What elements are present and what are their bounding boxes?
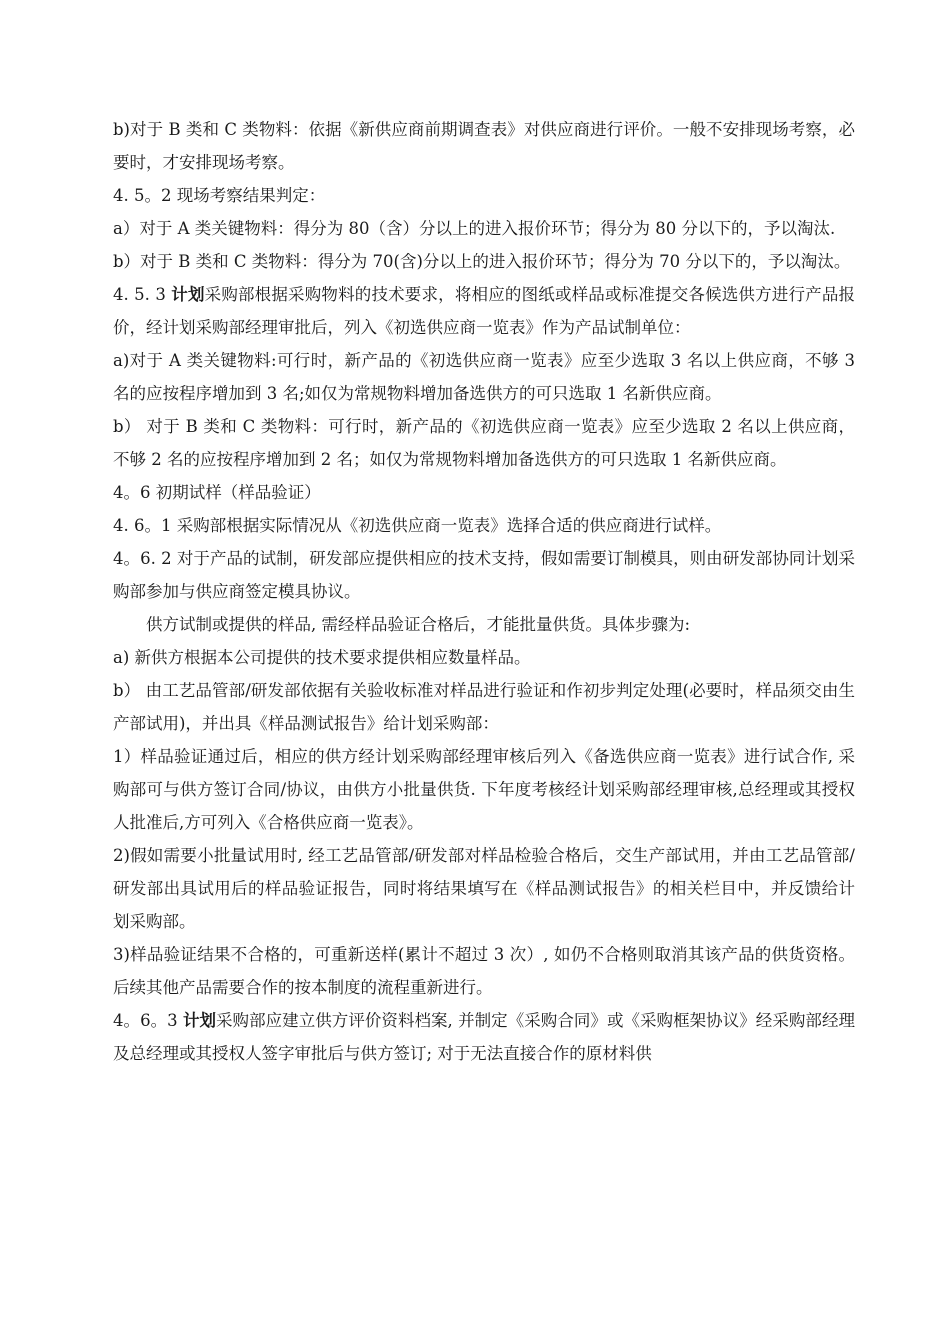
paragraph-6 xyxy=(113,344,855,410)
paragraph-2 xyxy=(113,179,855,212)
paragraph-7-text: b） 对于 B 类和 C 类物料：可行时，新产品的《初选供应商一览表》应至少选取 2 名以上供应商，不够 2 名的应按程序增加到 2 名；如仅为常规物料增加备选供方的可只选取 1 名新供应商。 xyxy=(113,417,855,469)
paragraph-14-text: 1）样品验证通过后，相应的供方经计划采购部经理审核后列入《备选供应商一览表》进行试合作, 采购部可与供方签订合同/协议，由供方小批量供货. 下年度考核经计划采购部经理审核,总经理或其授权人批准后,方可列入《合格供应商一览表》。 xyxy=(113,747,855,832)
paragraph-9 xyxy=(113,509,855,542)
paragraph-15-text: 2)假如需要小批量试用时, 经工艺品管部/研发部对样品检验合格后，交生产部试用，并由工艺品管部/研发部出具试用后的样品验证报告，同时将结果填写在《样品测试报告》的相关栏目中，并反馈给计划采购部。 xyxy=(113,846,855,931)
paragraph-14 xyxy=(113,740,855,839)
paragraph-3 xyxy=(113,212,855,245)
document-body xyxy=(113,113,855,1070)
paragraph-11-text: 供方试制或提供的样品, 需经样品验证合格后，才能批量供货。具体步骤为: xyxy=(146,615,691,634)
paragraph-5 xyxy=(113,278,855,344)
paragraph-10 xyxy=(113,542,855,608)
paragraph-1-text: b)对于 B 类和 C 类物料：依据《新供应商前期调查表》对供应商进行评价。一般不安排现场考察，必要时，才安排现场考察。 xyxy=(113,120,855,172)
paragraph-12 xyxy=(113,641,855,674)
paragraph-17 xyxy=(113,1004,855,1070)
paragraph-17-bold: 计划 xyxy=(182,1011,217,1030)
paragraph-5-prefix: 4. 5. 3 xyxy=(113,285,172,304)
paragraph-17-text: 采购部应建立供方评价资料档案, 并制定《采购合同》或《采购框架协议》经采购部经理及总经理或其授权人签字审批后与供方签订; 对于无法直接合作的原材料供 xyxy=(113,1011,855,1063)
paragraph-5-bold: 计划 xyxy=(171,285,205,304)
paragraph-12-text: a) 新供方根据本公司提供的技术要求提供相应数量样品。 xyxy=(113,648,531,667)
paragraph-5-text: 采购部根据采购物料的技术要求，将相应的图纸或样品或标准提交各候选供方进行产品报价，经计划采购部经理审批后，列入《初选供应商一览表》作为产品试制单位： xyxy=(113,285,856,337)
paragraph-6-text: a)对于 A 类关键物料:可行时，新产品的《初选供应商一览表》应至少选取 3 名以上供应商，不够 3 名的应按程序增加到 3 名;如仅为常规物料增加备选供方的可只选取 1 名新供应商。 xyxy=(113,351,855,403)
paragraph-4-text: b）对于 B 类和 C 类物料：得分为 70(含)分以上的进入报价环节；得分为 70 分以下的，予以淘汰。 xyxy=(113,252,851,271)
paragraph-8-text: 4。6 初期试样（样品验证） xyxy=(113,483,321,502)
paragraph-16-text: 3)样品验证结果不合格的，可重新送样(累计不超过 3 次）, 如仍不合格则取消其该产品的供货资格。后续其他产品需要合作的按本制度的流程重新进行。 xyxy=(113,945,855,997)
paragraph-13 xyxy=(113,674,855,740)
paragraph-13-text: b） 由工艺品管部/研发部依据有关验收标准对样品进行验证和作初步判定处理(必要时，样品须交由生产部试用)，并出具《样品测试报告》给计划采购部： xyxy=(113,681,855,733)
paragraph-10-text: 4。6. 2 对于产品的试制，研发部应提供相应的技术支持，假如需要订制模具，则由研发部协同计划采购部参加与供应商签定模具协议。 xyxy=(113,549,855,601)
paragraph-15 xyxy=(113,839,855,938)
paragraph-11 xyxy=(113,608,855,641)
paragraph-9-text: 4. 6。1 采购部根据实际情况从《初选供应商一览表》选择合适的供应商进行试样。 xyxy=(113,516,722,535)
paragraph-3-text: a）对于 A 类关键物料：得分为 80（含）分以上的进入报价环节；得分为 80 分以下的，予以淘汰. xyxy=(113,219,836,238)
paragraph-4 xyxy=(113,245,855,278)
paragraph-16 xyxy=(113,938,855,1004)
paragraph-7 xyxy=(113,410,855,476)
paragraph-1 xyxy=(113,113,855,179)
paragraph-17-prefix: 4。6。3 xyxy=(113,1011,183,1030)
paragraph-2-text: 4. 5。2 现场考察结果判定： xyxy=(113,186,326,205)
paragraph-8 xyxy=(113,476,855,509)
